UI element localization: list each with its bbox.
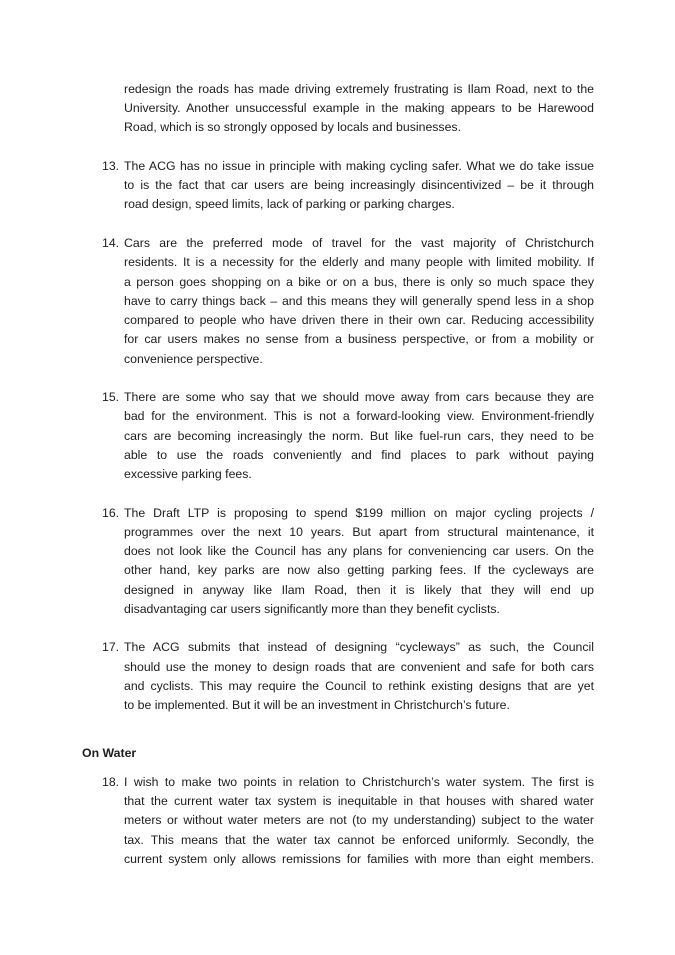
paragraph-16-line-1: The Draft LTP is proposing to spend $199 million on major cycling projects / [124, 506, 594, 520]
paragraph-15-line-2: bad for the environment. This is not a forward-looking view. Environment-friendly [124, 409, 594, 423]
paragraph-number-14: 14. [102, 236, 120, 250]
paragraph-16-line-4: other hand, key parks are now also getting parking fees. If the cycleways are [124, 563, 594, 577]
intro-line-3: Road, which is so strongly opposed by locals and businesses. [124, 120, 461, 134]
paragraph-14-line-6: for car users makes no sense from a business perspective, or from a mobility or [124, 332, 594, 346]
paragraph-16-line-5: designed in anyway like Ilam Road, then it is likely that they will end up [124, 583, 594, 597]
paragraph-14-line-3: a person goes shopping on a bike or on a bus, there is only so much space they [124, 275, 594, 289]
paragraph-number-16: 16. [102, 506, 120, 520]
paragraph-18-line-3: meters or without water meters are not (to my understanding) subject to the water [124, 813, 594, 827]
paragraph-13-line-3: road design, speed limits, lack of parking or parking charges. [124, 197, 455, 211]
paragraph-14-line-4: have to carry things back – and this means they will generally spend less in a shop [124, 294, 594, 308]
paragraph-13-line-1: The ACG has no issue in principle with making cycling safer. What we do take issue [124, 159, 594, 173]
paragraph-number-15: 15. [102, 390, 120, 404]
paragraph-16-line-2: programmes over the next 10 years. But apart from structural maintenance, it [124, 525, 594, 539]
paragraph-17-line-1: The ACG submits that instead of designing “cycleways” as such, the Council [124, 640, 594, 654]
paragraph-number-17: 17. [102, 640, 120, 654]
paragraph-17-line-3: and cyclists. This may require the Council to rethink existing designs that are yet [124, 679, 594, 693]
paragraph-18-line-4: tax. This means that the water tax cannot be enforced uniformly. Secondly, the [124, 833, 594, 847]
paragraph-16-line-6: disadvantaging car users significantly more than they benefit cyclists. [124, 602, 500, 616]
paragraph-15-line-1: There are some who say that we should move away from cars because they are [124, 390, 594, 404]
paragraph-18-line-2: that the current water tax system is inequitable in that houses with shared water [124, 794, 594, 808]
paragraph-15-line-5: excessive parking fees. [124, 467, 252, 481]
paragraph-15-line-4: able to use the roads conveniently and find places to park without paying [124, 448, 594, 462]
intro-line-1: redesign the roads has made driving extremely frustrating is Ilam Road, next to the [124, 82, 594, 96]
paragraph-16-line-3: does not look like the Council has any plans for conveniencing car users. On the [124, 544, 594, 558]
paragraph-15-line-3: cars are becoming increasingly the norm. But like fuel-run cars, they need to be [124, 429, 594, 443]
paragraph-14-line-2: residents. It is a necessity for the elderly and many people with limited mobility. If [124, 255, 594, 269]
paragraph-number-18: 18. [102, 775, 120, 789]
paragraph-14-line-5: compared to people who have driven there in their own car. Reducing accessibility [124, 313, 594, 327]
paragraph-14-line-7: convenience perspective. [124, 352, 263, 366]
paragraph-17-line-2: should use the money to design roads that are convenient and safe for both cars [124, 660, 594, 674]
paragraph-18-line-5: current system only allows remissions for families with more than eight members. [124, 852, 594, 866]
paragraph-14-line-1: Cars are the preferred mode of travel for the vast majority of Christchurch [124, 236, 594, 250]
paragraph-17-line-4: to be implemented. But it will be an investment in Christchurch’s future. [124, 698, 510, 712]
section-heading-water: On Water [82, 746, 137, 760]
paragraph-13-line-2: to is the fact that car users are being increasingly disincentivized – be it through [124, 178, 594, 192]
paragraph-18-line-1: I wish to make two points in relation to Christchurch’s water system. The first is [124, 775, 594, 789]
paragraph-number-13: 13. [102, 159, 120, 173]
intro-line-2: University. Another unsuccessful example in the making appears to be Harewood [124, 101, 594, 115]
